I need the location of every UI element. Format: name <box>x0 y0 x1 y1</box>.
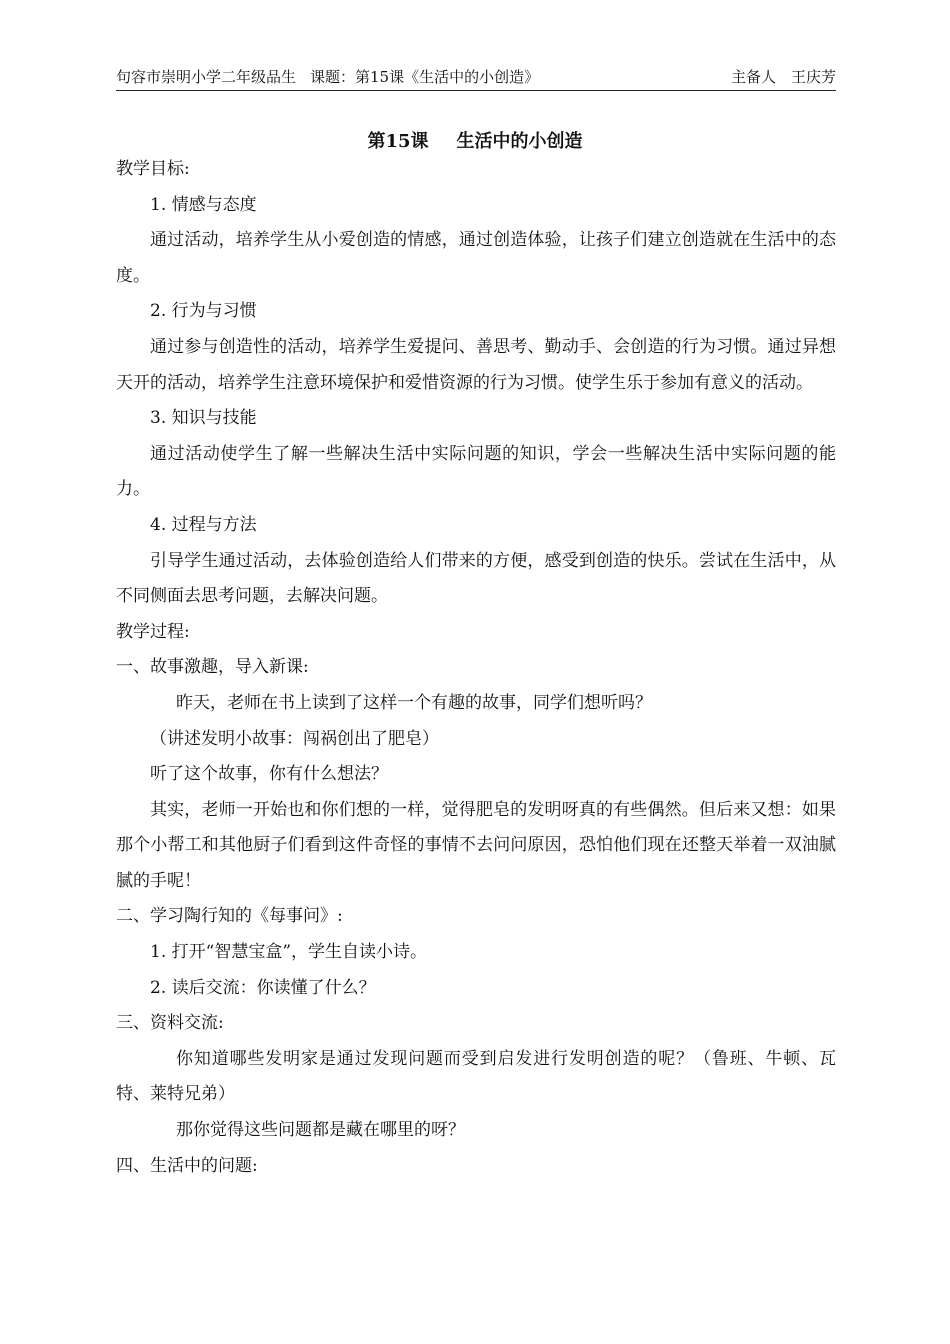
objective-3-text: 通过活动使学生了解一些解决生活中实际问题的知识，学会一些解决生活中实际问题的能力。 <box>116 443 836 500</box>
section-1-paragraph: 其实，老师一开始也和你们想的一样，觉得肥皂的发明呀真的有些偶然。但后来又想：如果那个小帮工和其他厨子们看到这件奇怪的事情不去问问原因，恐怕他们现在还整天举着一双油腻腻的手呢！ <box>116 799 836 891</box>
header-topic: 课题：第15课《生活中的小创造》 <box>310 68 540 86</box>
section-4-heading: 四、生活中的问题: <box>116 1155 258 1176</box>
section-1-paragraph: （讲述发明小故事：闯祸创出了肥皂） <box>150 728 439 749</box>
objective-3-title: 3. 知识与技能 <box>150 408 257 429</box>
header-preparer: 主备人 王庆芳 <box>730 68 836 86</box>
objective-2-title: 2. 行为与习惯 <box>150 301 257 322</box>
objective-2-text: 通过参与创造性的活动，培养学生爱提问、善思考、勤动手、会创造的行为习惯。通过异想天开的活动，培养学生注意环境保护和爱惜资源的行为习惯。使学生乐于参加有意义的活动。 <box>116 336 836 393</box>
page-header <box>116 66 836 91</box>
section-3-heading: 三、资料交流: <box>116 1013 224 1034</box>
section-3-paragraph: 那你觉得这些问题都是藏在哪里的呀？ <box>176 1120 465 1141</box>
header-school: 句容市崇明小学二年级品生 <box>116 68 297 86</box>
objective-4-title: 4. 过程与方法 <box>150 514 257 535</box>
section-1-paragraph: 听了这个故事，你有什么想法？ <box>150 764 388 785</box>
section-2-item: 1. 打开“智慧宝盒”，学生自读小诗。 <box>150 942 428 963</box>
process-heading: 教学过程: <box>116 621 190 642</box>
section-2-heading: 二、学习陶行知的《每事问》: <box>116 906 343 927</box>
objectives-heading: 教学目标: <box>116 159 190 179</box>
objective-1-text: 通过活动，培养学生从小爱创造的情感，通过创造体验，让孩子们建立创造就在生活中的态度。 <box>116 230 836 286</box>
section-3-paragraph: 你知道哪些发明家是通过发现问题而受到启发进行发明创造的呢？（鲁班、牛顿、瓦特、莱特兄弟） <box>116 1048 836 1105</box>
objective-1-title: 1. 情感与态度 <box>150 194 257 215</box>
section-1-heading: 一、故事激趣，导入新课: <box>116 657 309 678</box>
document-body <box>116 152 836 1184</box>
lesson-number: 第15课 <box>367 131 429 152</box>
lesson-name: 生活中的小创造 <box>456 131 583 152</box>
objective-4-text: 引导学生通过活动，去体验创造给人们带来的方便，感受到创造的快乐。尝试在生活中，从不同侧面去思考问题，去解决问题。 <box>116 550 836 607</box>
lesson-title <box>0 127 950 153</box>
section-2-item: 2. 读后交流：你读懂了什么？ <box>150 977 376 998</box>
section-1-paragraph: 昨天，老师在书上读到了这样一个有趣的故事，同学们想听吗？ <box>176 692 652 713</box>
